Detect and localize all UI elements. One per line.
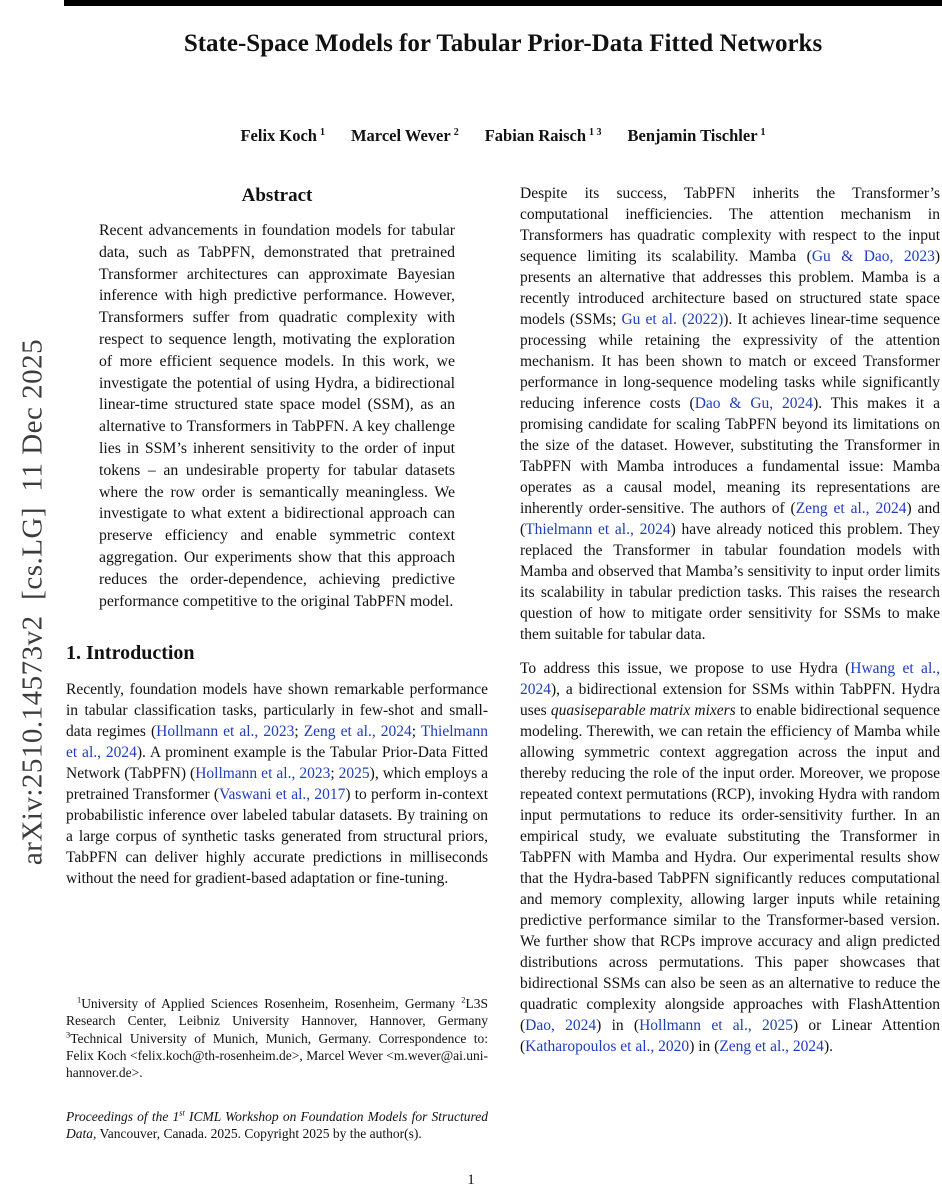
- text-segment: ) to perform in-context probabilistic inference over labeled tabular datasets. By training on a large corpus of synthetic tasks generated from structural priors, TabPFN can deliver highly accurate predictions in milliseconds without the need for gradient-based adaptation or fine-tuning.: [66, 786, 488, 888]
- author: [351, 126, 459, 145]
- author-name: Felix Koch: [240, 126, 317, 145]
- author-affiliation-superscript: 1 3: [589, 126, 602, 138]
- text-segment: , Vancouver, Canada. 2025. Copyright 2025 by the author(s).: [93, 1126, 422, 1142]
- text-segment: ), which employs a pretrained Transformer (: [66, 765, 488, 804]
- text-segment: to enable bidirectional sequence modeling. Therewith, we can retain the efficiency of Mamba while allowing symmetric context aggregation across the input and thereby reducing the role of the input order. Moreover, we propose repeated context permutations (RCP), invoking Hydra with random input permutations to reduce its order-sensitivity further. In an empirical study, we evaluate substituting the Transformer in TabPFN with Mamba and Hydra. Our experimental results show that the Hydra-based TabPFN significantly reduces computational and memory complexity, allowing larger inputs while retaining predictive performance similar to the Transformer-based version. We further show that RCPs improve accuracy and align predicted distributions across permutations. This paper showcases that bidirectional SSMs can also be seen as an alternative to reduce the quadratic complexity alongside approaches with FlashAttention (: [520, 702, 940, 1034]
- author: [485, 126, 602, 145]
- author-line: [66, 126, 940, 146]
- text-segment: Recent advancements in foundation models for tabular data, such as TabPFN, demonstrated that pretrained Transformer architectures can approximate Bayesian inference with high predictive performance. However, Transformers suffer from quadratic complexity with respect to sequence length, motivating the exploration of more efficient sequence models. In this work, we investigate the potential of using Hydra, a bidirectional linear-time structured state space model (SSM), as an alternative to Transformers in TabPFN. A key challenge lies in SSM’s inherent sensitivity to the order of input tokens – an undesirable property for tabular datasets where the row order is semantically meaningless. We investigate to what extent a bidirectional approach can preserve efficiency and enable symmetric context aggregation. Our experiments show that this approach reduces the order-dependence, achieving predictive performance competitive to the original TabPFN model.: [99, 222, 455, 610]
- author: [628, 126, 766, 145]
- text-segment: To address this issue, we propose to use Hydra (: [520, 660, 851, 677]
- text-segment: ) in (: [689, 1038, 720, 1055]
- citation-link[interactable]: Zeng et al., 2024: [303, 723, 412, 741]
- text-segment: ). It achieves linear-time sequence processing while retaining the expressivity of the attention mechanism. It has been shown to match or exceed Transformer performance in long-sequence modeling tasks while significantly reducing inference costs (: [520, 311, 940, 412]
- superscript: 1: [77, 995, 82, 1005]
- citation-link[interactable]: Zeng et al., 2024: [795, 500, 907, 517]
- affiliation-footnote: [66, 995, 488, 1081]
- citation-link[interactable]: Hwang et al., 2024: [520, 660, 940, 698]
- text-segment: ).: [823, 1038, 833, 1055]
- citation-link[interactable]: Thielmann et al., 2024: [66, 723, 488, 762]
- abstract-heading: Abstract: [241, 185, 313, 206]
- introduction-paragraph: [66, 679, 488, 889]
- text-segment: ) and (: [520, 500, 940, 538]
- italic-text: Proceedings of the 1: [66, 1109, 180, 1124]
- abstract-paragraph: [99, 220, 455, 612]
- citation-link[interactable]: Hollmann et al., 2023: [195, 765, 331, 783]
- citation-link[interactable]: Hollmann et al., 2025: [639, 1017, 793, 1034]
- citation-link[interactable]: Vaswani et al., 2017: [219, 786, 346, 804]
- text-segment: ). A prominent example is the Tabular Prior-Data Fitted Network (TabPFN) (: [66, 744, 488, 783]
- text-segment: ) in (: [596, 1017, 640, 1034]
- text-segment: ). This makes it a promising candidate for scaling TabPFN beyond its limitations on the size of the dataset. However, substituting the Transformer in TabPFN with Mamba introduces a fundamental issue: Mamba operates as a causal model, meaning its representations are inherently order-sensitive. The authors of (: [520, 395, 941, 517]
- superscript: st: [179, 1108, 185, 1118]
- citation-link[interactable]: Hollmann et al., 2023: [156, 723, 295, 741]
- citation-link[interactable]: Thielmann et al., 2024: [525, 521, 671, 538]
- author-affiliation-superscript: 1: [760, 126, 766, 138]
- right-column: [520, 183, 940, 1070]
- page-top-rule: [64, 0, 942, 6]
- text-segment: ) presents an alternative that addresses this problem. Mamba is a recently introduced architecture based on structured state space models (SSMs;: [520, 248, 940, 328]
- text-segment: Technical University of Munich, Munich, Germany. Correspondence to: Felix Koch <felix.koch@th-rosenheim.de>, Marcel Wever <m.wever@ai.uni-hannover.de>.: [66, 1030, 488, 1081]
- text-segment: ), a bidirectional extension for SSMs within TabPFN. Hydra uses: [520, 681, 940, 719]
- arxiv-watermark: arXiv:2510.14573v2 [cs.LG] 11 Dec 2025: [16, 338, 49, 866]
- author-affiliation-superscript: 2: [453, 126, 459, 138]
- author-name: Marcel Wever: [350, 126, 451, 145]
- superscript: 3: [66, 1030, 71, 1040]
- superscript: 2: [461, 995, 466, 1005]
- right-column-paragraph-2: [520, 658, 940, 1057]
- citation-link[interactable]: Dao & Gu, 2024: [694, 395, 814, 412]
- italic-text: quasiseparable matrix mixers: [550, 702, 736, 719]
- page-number: 1: [467, 1172, 475, 1188]
- section-heading-introduction: 1. Introduction: [66, 642, 195, 665]
- text-segment: University of Applied Sciences Rosenheim, Rosenheim, Germany: [81, 996, 462, 1011]
- author: [240, 126, 325, 145]
- proceedings-footnote: [66, 1108, 488, 1143]
- citation-link[interactable]: Dao, 2024: [525, 1017, 597, 1034]
- left-column: [66, 185, 488, 902]
- citation-link[interactable]: 2025: [338, 765, 370, 783]
- text-segment: ;: [411, 723, 421, 741]
- text-segment: ;: [330, 765, 339, 783]
- text-segment: ) or Linear Attention (: [520, 1017, 940, 1055]
- citation-link[interactable]: Gu et al. (2022): [621, 311, 724, 328]
- citation-link[interactable]: Katharopoulos et al., 2020: [525, 1038, 690, 1055]
- text-segment: L3S Research Center, Leibniz University Hannover, Hannover, Germany: [66, 996, 488, 1029]
- paper-title: State-Space Models for Tabular Prior-Data Fitted Networks: [183, 30, 823, 57]
- italic-text: ICML Workshop on Foundation Models for Structured Data: [66, 1109, 488, 1142]
- text-segment: Despite its success, TabPFN inherits the Transformer’s computational inefficiencies. The attention mechanism in Transformers has quadratic complexity with respect to the input sequence limiting its scalability. Mamba (: [520, 185, 940, 265]
- citation-link[interactable]: Zeng et al., 2024: [719, 1038, 824, 1055]
- citation-link[interactable]: Gu & Dao, 2023: [811, 248, 935, 265]
- text-segment: Recently, foundation models have shown remarkable performance in tabular classification tasks, particularly in few-shot and small-data regimes (: [66, 681, 488, 741]
- author-name: Fabian Raisch: [484, 126, 587, 145]
- right-column-paragraph-1: [520, 183, 940, 645]
- author-name: Benjamin Tischler: [627, 126, 758, 145]
- text-segment: ;: [294, 723, 304, 741]
- author-affiliation-superscript: 1: [319, 126, 325, 138]
- text-segment: ) have already noticed this problem. They replaced the Transformer in tabular foundation models with Mamba and observed that Mamba’s sensitivity to input order limits its scalability in tabular prediction tasks. This raises the research question of how to mitigate order sensitivity for SSMs to make them suitable for tabular data.: [520, 521, 940, 643]
